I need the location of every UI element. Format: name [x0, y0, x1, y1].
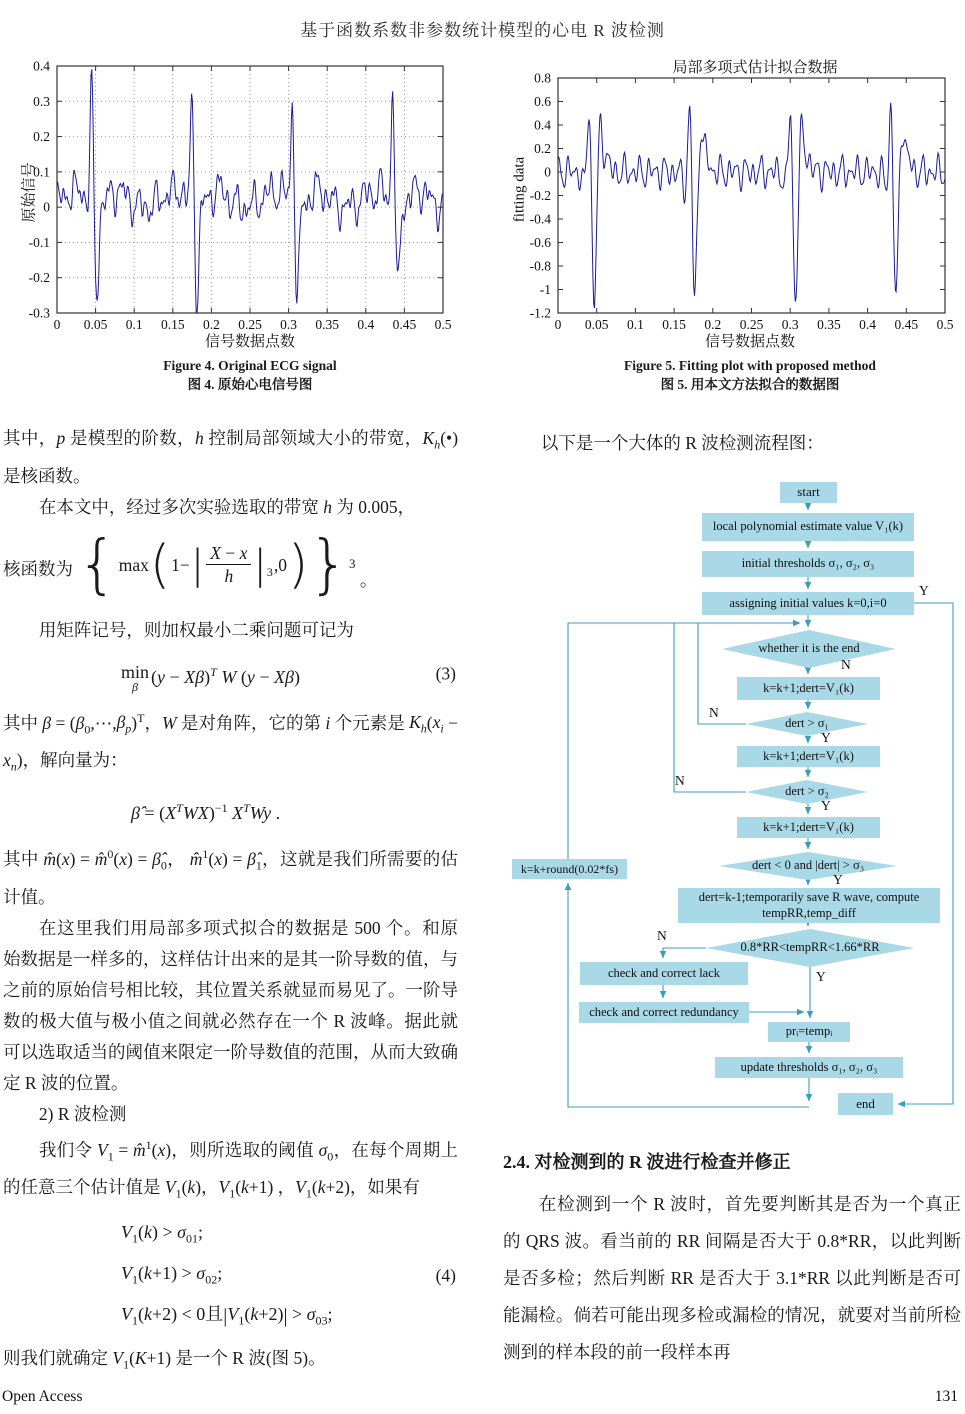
flowchart-check-redundancy-node: check and correct redundancy	[579, 1002, 749, 1023]
figure5-xlabel: 信号数据点数	[704, 334, 795, 350]
flowchart-increment-node-2: k=k+1;dert=V₁(k)	[737, 746, 880, 767]
svg-text:0.2: 0.2	[704, 317, 722, 332]
svg-text:-0.3: -0.3	[28, 305, 50, 321]
paragraph: 以下是一个大体的 R 波检测流程图：	[540, 433, 824, 453]
svg-text:-0.6: -0.6	[529, 235, 551, 250]
svg-text:0: 0	[43, 199, 50, 215]
branch-label-no: N	[657, 928, 667, 943]
equation-3: min β $(y - X\beta)^T$ W (y − Xβ) (3)	[121, 662, 456, 695]
branch-label-yes: Y	[821, 730, 831, 745]
figure5-ylabel: fitting data	[511, 156, 528, 223]
svg-text:0.5: 0.5	[936, 317, 954, 332]
fitting-data-chart	[500, 58, 960, 358]
svg-text:-1: -1	[539, 282, 551, 297]
figure4-ylabel: 原始信号	[21, 162, 38, 223]
figure4-caption-zh: 图 4. 原始心电信号图	[187, 377, 313, 392]
svg-text:0.2: 0.2	[534, 141, 551, 156]
flowchart-connectors	[505, 481, 962, 1129]
figure5-caption-en: Figure 5. Fitting plot with proposed method	[624, 358, 876, 373]
branch-label-no: N	[675, 773, 685, 788]
equation-number: (4)	[435, 1265, 456, 1286]
section-heading: 2.4. 对检测到的 R 波进行检查并修正	[503, 1152, 791, 1172]
flowchart-start-node: start	[780, 482, 837, 503]
svg-text:0.3: 0.3	[280, 317, 298, 332]
svg-text:0.4: 0.4	[534, 117, 551, 133]
svg-text:0.1: 0.1	[626, 317, 644, 332]
svg-text:0.05: 0.05	[584, 317, 609, 332]
svg-text:-0.2: -0.2	[28, 270, 50, 286]
svg-text:0.4: 0.4	[357, 317, 375, 332]
footer-page-number: 131	[934, 1388, 958, 1405]
branch-label-yes: Y	[821, 798, 831, 813]
paragraph: 其中，p 是模型的阶数，h 控制局部领域大小的带宽，$K_h(•)$ 是核函数。	[3, 428, 459, 486]
svg-text:0.1: 0.1	[33, 164, 50, 180]
r-wave-detection-flowchart	[505, 481, 962, 1129]
svg-text:0.6: 0.6	[534, 94, 551, 109]
paragraph: 在检测到一个 R 波时，首先要判断其是否为一个真正的 QRS 波。看当前的 RR 间隔是否大于 0.8*RR，以此判断是否多检；然后判断 RR 是否大于 3.1*RR 以此判断是否可能漏检。倘若可能出现多检或漏检的情况，就要对当前所检测到的样本段的前一段样本再	[503, 1194, 961, 1362]
svg-text:0.2: 0.2	[202, 317, 220, 332]
branch-label-no: N	[841, 657, 851, 672]
paragraph: 用矩阵记号，则加权最小二乘问题可记为	[38, 619, 354, 640]
svg-text:0.3: 0.3	[33, 93, 50, 109]
paragraph: 在本文中，经过多次实验选取的带宽 h 为 0.005，	[38, 496, 416, 517]
figure4-caption-en: Figure 4. Original ECG signal	[163, 358, 337, 373]
figure5-caption	[500, 356, 965, 394]
figure5-caption-zh: 图 5. 用本文方法拟合的数据图	[660, 377, 840, 392]
flowchart-rr-range-decision: 0.8*RR<tempRR<1.66*RR	[740, 940, 880, 955]
flowchart-increment-node-1: k=k+1;dert=V₁(k)	[737, 677, 880, 700]
branch-label-yes: Y	[833, 872, 843, 887]
flowchart-local-polynomial-node: local polynomial estimate value V₁(k)	[702, 513, 914, 541]
svg-text:0.25: 0.25	[238, 317, 262, 332]
equation-beta: β̂ = $(X^TWX)^{-1}$ $X^TWy$ .	[131, 801, 281, 824]
flowchart-skip-ahead-node: k=k+round(0.02*fs)	[512, 859, 627, 879]
svg-text:0.25: 0.25	[739, 317, 764, 332]
svg-text:-0.2: -0.2	[529, 188, 551, 203]
paragraph: 我们令 $V_1$ = m̂$^1$(x)，则所选取的阈值 $\sigma_0$，在每个周期上的任意三个估计值是 $V_1(k)$，$V_1(k+1)$ ，$V_1(k+2)$，如果有	[3, 1137, 459, 1201]
paragraph: 2) R 波检测	[38, 1103, 127, 1124]
flowchart-sigma2-decision: dert > σ₂	[785, 784, 829, 799]
kernel-formula: 核函数为 { max ( 1− | $\frac{X - x}{h}$ | $_3$ ,0 ) } 3 。	[3, 527, 378, 602]
flowchart-increment-node-3: k=k+1;dert=V₁(k)	[737, 817, 880, 838]
svg-text:0.35: 0.35	[817, 317, 841, 332]
branch-label-yes: Y	[816, 969, 826, 984]
footer-open-access: Open Access	[2, 1388, 83, 1405]
flowchart-sigma3-decision: dert < 0 and |dert| > σ₃	[751, 858, 865, 873]
branch-label-yes: Y	[919, 583, 929, 598]
figure4-caption	[15, 356, 485, 394]
svg-text:0.15: 0.15	[662, 317, 686, 332]
figure5	[500, 58, 960, 403]
equation-4: $V_1(k) > \sigma_{01}$; $V_1(k+1) > \sigma_{02}$; $V_1(k+2) < 0$且$|V_1(k+2)| > \sigma_{03}$; (4)	[121, 1222, 456, 1328]
page-title: 基于函数系数非参数统计模型的心电 R 波检测	[300, 21, 665, 40]
svg-text:0.45: 0.45	[392, 317, 417, 332]
figure4	[15, 58, 460, 403]
right-column-body	[503, 1186, 961, 1371]
flowchart-pr-temp-node: prᵢ=tempᵢ	[768, 1022, 850, 1042]
paragraph: 其中 $\beta = (\beta_0,\cdots,\beta_p)^T$，W 是对角阵，它的第 i 个元素是 $K_h(x_i - x_n)$，解向量为：	[3, 710, 459, 774]
svg-text:0.05: 0.05	[83, 317, 108, 332]
svg-text:0.5: 0.5	[434, 317, 452, 332]
equation-number: (3)	[435, 663, 456, 684]
svg-text:0: 0	[554, 317, 562, 332]
svg-text:-0.8: -0.8	[529, 258, 551, 274]
paragraph: 其中 m̂(x) = m̂$^0$(x) = $\betâ_0$， m̂$^1$(x) = $\betâ_1$，这就是我们所需要的估计值。	[3, 847, 459, 907]
figure4-xlabel: 信号数据点数	[204, 334, 295, 350]
svg-text:0.3: 0.3	[781, 317, 799, 332]
svg-text:0.45: 0.45	[894, 317, 919, 332]
paragraph: 则我们就确定 $V_1(K+1)$ 是一个 R 波(图 5)。	[3, 1348, 326, 1372]
flowchart-initial-thresholds-node: initial thresholds σ₁, σ₂, σ₃	[702, 551, 914, 577]
flowchart-check-lack-node: check and correct lack	[580, 962, 748, 985]
svg-text:0.15: 0.15	[160, 317, 185, 332]
svg-text:-0.4: -0.4	[529, 211, 551, 227]
flowchart-assign-initial-values-node: assigning initial values k=0,i=0	[702, 592, 914, 615]
svg-text:0.1: 0.1	[125, 317, 143, 332]
flowchart-update-thresholds-node: update thresholds σ₁, σ₂, σ₃	[715, 1057, 903, 1078]
svg-text:0.8: 0.8	[534, 70, 551, 86]
svg-text:0: 0	[53, 317, 61, 332]
svg-text:-0.1: -0.1	[28, 234, 50, 250]
ecg-original-chart	[15, 58, 460, 358]
svg-text:0.4: 0.4	[859, 317, 877, 332]
paragraph: 在这里我们用局部多项式拟合的数据是 500 个。和原始数据是一样多的，这样估计出来的是其一阶导数的值，与之前的原始信号相比较，其位置关系就显而易见了。一阶导数的极大值与极小值之间就必然存在一个 R 波峰。据此就可以选取适当的阈值来限定一阶导数值的范围，从而大致确定 R 波的位置。	[3, 917, 458, 1093]
svg-text:0: 0	[544, 164, 551, 180]
svg-text:0.2: 0.2	[33, 129, 50, 145]
flowchart-sigma1-decision: dert > σ₁	[785, 716, 829, 731]
svg-text:0.4: 0.4	[33, 58, 50, 74]
svg-text:0.35: 0.35	[315, 317, 340, 332]
figure5-title: 局部多项式估计拟合数据	[672, 60, 838, 76]
branch-label-no: N	[709, 705, 719, 720]
left-column	[3, 423, 458, 1381]
flowchart-whether-end-decision: whether it is the end	[758, 641, 860, 656]
flowchart-end-node: end	[838, 1093, 893, 1115]
flowchart-save-rwave-node: dert=k-1;temporarily save R wave, compute tempRR,temp_diff	[678, 888, 940, 923]
svg-text:-1.2: -1.2	[529, 305, 551, 321]
right-column-intro	[505, 428, 961, 459]
